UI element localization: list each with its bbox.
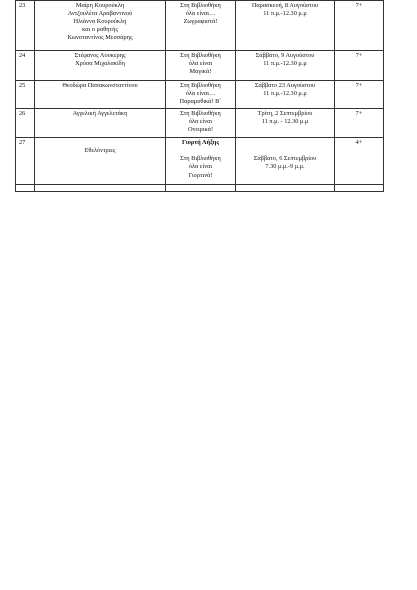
theme-line: Στη Βιβλιοθήκη bbox=[180, 82, 221, 89]
age-group: 4+ bbox=[335, 138, 384, 185]
time-line: 11 π.μ.-12.30 μ.μ bbox=[263, 90, 307, 98]
theme-line: όλα είναι… bbox=[185, 90, 216, 98]
table-row bbox=[16, 138, 384, 185]
activity-theme bbox=[166, 1, 236, 51]
theme-line: Γιορτινά! bbox=[188, 171, 213, 179]
theme-line: Στη Βιβλιοθήκη bbox=[180, 52, 221, 59]
theme-line: Ζωγραφιστά! bbox=[183, 18, 218, 26]
facilitator-name: Κωνσταντίνος Μεσσάρης bbox=[67, 34, 133, 42]
row-number: 24 bbox=[16, 51, 35, 81]
facilitator-names bbox=[35, 109, 166, 138]
date-line: Σάββατο, 6 Σεπτεμβρίου bbox=[253, 155, 317, 163]
date-line: Παρασκευή, 8 Αυγούστου bbox=[251, 2, 319, 9]
age-group: 7+ bbox=[335, 51, 384, 81]
empty-table-row bbox=[16, 185, 384, 192]
theme-line: Στη Βιβλιοθήκη bbox=[180, 2, 221, 9]
activity-date bbox=[236, 138, 335, 185]
table-row bbox=[16, 81, 384, 109]
time-line: 11 π.μ.-12.30 μ.μ bbox=[263, 60, 307, 68]
activity-theme bbox=[166, 51, 236, 81]
row-number: 26 bbox=[16, 109, 35, 138]
facilitator-name: Θεοδώρα Παπακωνσταντίνου bbox=[62, 82, 138, 89]
facilitator-names bbox=[35, 81, 166, 109]
theme-title: Γιορτή Λήξης bbox=[182, 139, 219, 147]
theme-line: όλα είναι… bbox=[185, 10, 216, 18]
activity-date bbox=[236, 51, 335, 81]
theme-line: Ονειρικά! bbox=[187, 126, 214, 134]
row-number: 23 bbox=[16, 1, 35, 51]
activity-theme bbox=[166, 138, 236, 185]
facilitator-name: Αντζουλέτα Αραβαντινού bbox=[67, 10, 133, 18]
facilitator-names bbox=[35, 51, 166, 81]
time-line: 7.30 μ.μ.-9 μ.μ. bbox=[265, 163, 305, 171]
schedule-table bbox=[15, 0, 384, 192]
theme-line: Μαγικά! bbox=[189, 68, 212, 76]
facilitator-names bbox=[35, 138, 166, 185]
date-line: Σάββατο, 9 Αυγούστου bbox=[255, 52, 315, 59]
facilitator-names bbox=[35, 1, 166, 51]
theme-line: όλα είναι bbox=[188, 163, 213, 171]
facilitator-name: Χρύσα Μιχαλακίδη bbox=[75, 60, 125, 68]
facilitator-name: Μαίρη Κουρούκλη bbox=[75, 2, 125, 9]
facilitator-name: Ηλιάννα Κουρούκλη bbox=[73, 18, 127, 26]
table-row bbox=[16, 109, 384, 138]
theme-line: Στη Βιβλιοθήκη bbox=[180, 155, 221, 163]
age-group: 7+ bbox=[335, 1, 384, 51]
activity-theme bbox=[166, 81, 236, 109]
theme-line: Παραμυθικά! Β΄ bbox=[179, 98, 222, 106]
theme-line: όλα είναι bbox=[188, 118, 213, 126]
date-line: Σάββατο 23 Αυγούστου bbox=[254, 82, 316, 89]
age-group: 7+ bbox=[335, 81, 384, 109]
facilitator-name: Αγγελική Αγγελετάκη bbox=[72, 110, 128, 118]
activity-date bbox=[236, 1, 335, 51]
row-number: 25 bbox=[16, 81, 35, 109]
table-row bbox=[16, 1, 384, 51]
facilitator-name: Στέφανος Λουκερης bbox=[74, 52, 126, 59]
activity-theme bbox=[166, 109, 236, 138]
theme-line: Στη Βιβλιοθήκη bbox=[180, 110, 221, 118]
activity-date bbox=[236, 81, 335, 109]
facilitator-name: και ο μαθητής bbox=[82, 26, 118, 34]
facilitator-name: Εθελόντριες bbox=[84, 147, 116, 155]
row-number: 27 bbox=[16, 138, 35, 185]
theme-line: όλα είναι bbox=[188, 60, 213, 68]
time-line: 11 π.μ.-12.30 μ.μ bbox=[263, 10, 307, 18]
time-line: 11 π.μ. - 12.30 μ.μ bbox=[261, 118, 309, 126]
activity-date bbox=[236, 109, 335, 138]
date-line: Τρίτη, 2 Σεπτεμβρίου bbox=[257, 110, 313, 118]
table-row bbox=[16, 51, 384, 81]
age-group: 7+ bbox=[335, 109, 384, 138]
